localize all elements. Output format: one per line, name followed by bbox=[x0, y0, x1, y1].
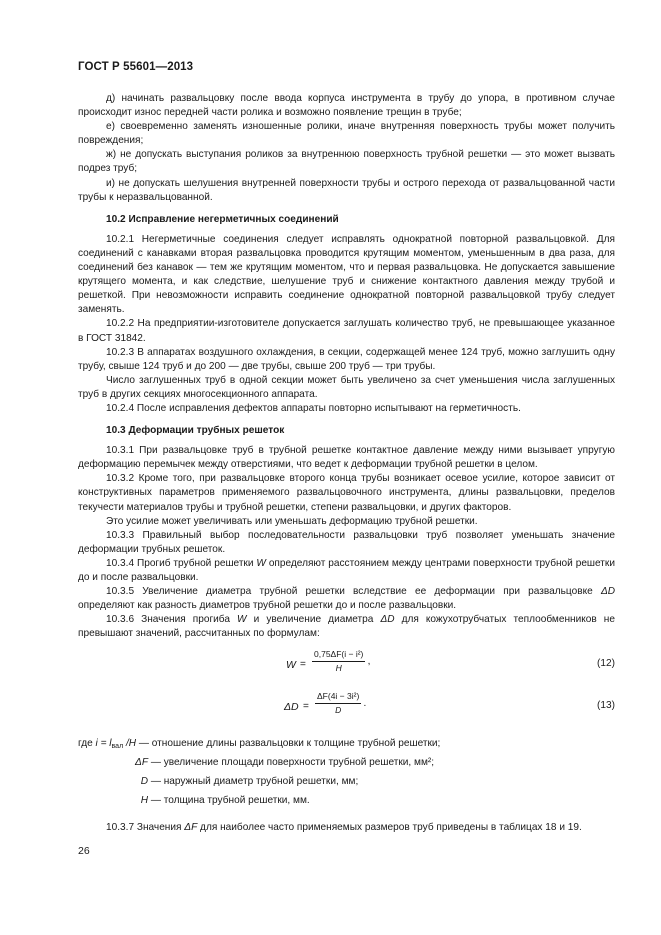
symbol-delta-d: ΔD bbox=[380, 614, 395, 626]
para-10-3-4: 10.3.4 Прогиб трубной решетки W определяют расстоянием между центрами поверхности трубной решетки до и после развальцовки. bbox=[78, 557, 615, 583]
para-10-2-3-cont: Число заглушенных труб в одной секции может быть увеличено за счет уменьшения числа заглушенных труб в других секциях многосекционного аппарата. bbox=[78, 374, 615, 400]
formula-lhs: ΔD bbox=[284, 701, 299, 714]
definition-row: ΔF — увеличение площади поверхности трубной решетки, мм²; bbox=[135, 757, 435, 769]
formula-12: W = 0,75ΔF(i − i²) H , (12) bbox=[286, 649, 615, 674]
fraction-denominator: H bbox=[335, 663, 342, 674]
para-10-2-3: 10.2.3 В аппаратах воздушного охлаждения, в секции, содержащей менее 124 труб, можно заглушить одну трубу, свыше 124 труб и до 200 — две трубы, свыше 200 труб — три трубы. bbox=[78, 346, 615, 372]
para-10-3-5: 10.3.5 Увеличение диаметра трубной решетки вследствие ее деформации при развальцовке ΔD определяют как разность диаметров трубной решетки до и после развальцовки. bbox=[78, 586, 615, 612]
document-header: ГОСТ Р 55601—2013 bbox=[78, 61, 194, 73]
variable-definitions bbox=[78, 737, 615, 813]
formula-lhs: W bbox=[286, 659, 296, 672]
section-10-3-title: 10.3 Деформации трубных решеток bbox=[106, 425, 285, 437]
fraction-numerator: 0,75ΔF(i − i²) bbox=[314, 649, 364, 660]
symbol-delta-d: ΔD bbox=[600, 586, 615, 598]
equation-number: (13) bbox=[597, 700, 615, 712]
fraction-numerator: ΔF(4i − 3i²) bbox=[317, 691, 360, 702]
item-i: и) не допускать шелушения внутренней поверхности трубы и острого перехода от развальцованной части трубы к неразвальцованной. bbox=[78, 177, 615, 203]
equation-number: (12) bbox=[597, 658, 615, 670]
definition-row: где $i = l_{вал}$ /H — отношение длины развальцовки к толщине трубной решетки; bbox=[78, 738, 441, 751]
fraction-denominator: D bbox=[335, 705, 342, 716]
para-10-2-1: 10.2.1 Негерметичные соединения следует исправлять однократной повторной развальцовкой. Для соединений с канавками вторая развальцовка проводится крутящим моментом, уменьшенным в два раза, для соединений без канавок — тем же крутящим моментом, что и первая развальцовка. Не допускается завышение крутящего момента, и как следствие, шелушение труб и снижение контактного давления между трубой и решеткой. При невозможности исправить соединение однократной повторной развальцовкой трубу следует заменять. bbox=[78, 233, 615, 316]
para-10-3-1: 10.3.1 При развальцовке труб в трубной решетке контактное давление между ними вызывает упругую деформацию перемычек между отверстиями, что ведет к деформации трубной решетки в целом. bbox=[78, 445, 615, 471]
para-10-3-3: 10.3.3 Правильный выбор последовательности развальцовки труб позволяет уменьшать значение деформации трубных решеток. bbox=[78, 529, 615, 555]
definition-row: D — наружный диаметр трубной решетки, мм; bbox=[140, 776, 359, 788]
formula-13: ΔD = ΔF(4i − 3i²) D . (13) bbox=[284, 691, 615, 716]
definition-row: H — толщина трубной решетки, мм. bbox=[140, 795, 310, 807]
page-number: 26 bbox=[78, 845, 90, 857]
section-10-2-title: 10.2 Исправление негерметичных соединений bbox=[106, 213, 339, 225]
para-10-2-2: 10.2.2 На предприятии-изготовителе допускается заглушать количество труб, не превышающее указанное в ГОСТ 31842. bbox=[78, 318, 615, 344]
para-10-3-6: 10.3.6 Значения прогиба W и увеличение диаметра ΔD для кожухотрубчатых теплообменников не превышают значений, рассчитанных по формулам: bbox=[78, 614, 615, 640]
para-10-2-4: 10.2.4 После исправления дефектов аппараты повторно испытывают на герметичность. bbox=[106, 402, 521, 414]
item-d: д) начинать развальцовку после ввода корпуса инструмента в трубу до упора, в противном случае происходит износ передней части ролика и возможно появление трещин в трубе; bbox=[78, 93, 615, 119]
para-10-3-7: 10.3.7 Значения ΔF для наиболее часто применяемых размеров труб приведены в таблицах 18 и 19. bbox=[106, 822, 582, 834]
para-10-3-2-cont: Это усилие может увеличивать или уменьшать деформацию трубной решетки. bbox=[106, 515, 478, 527]
formula-fraction: ΔF(4i − 3i²) D . bbox=[317, 691, 367, 716]
document-body bbox=[78, 92, 615, 836]
item-e: е) своевременно заменять изношенные ролики, иначе внутренняя поверхность трубы может получить повреждения; bbox=[78, 121, 615, 147]
symbol-w: W bbox=[237, 614, 247, 626]
para-10-3-2: 10.3.2 Кроме того, при развальцовке второго конца трубы возникает осевое усилие, которое зависит от конструктивных параметров применяемого развальцовочного инструмента, длины развальцовки, пределов текучести материалов трубы и трубной решетки, степени развальцовки, и других факторов. bbox=[78, 473, 615, 513]
symbol-delta-f: ΔF bbox=[184, 822, 198, 834]
item-zh: ж) не допускать выступания роликов за внутреннюю поверхность трубной решетки — это может вызвать подрез труб; bbox=[78, 149, 615, 175]
formula-fraction: 0,75ΔF(i − i²) H , bbox=[314, 649, 371, 674]
symbol-w: W bbox=[256, 557, 266, 569]
